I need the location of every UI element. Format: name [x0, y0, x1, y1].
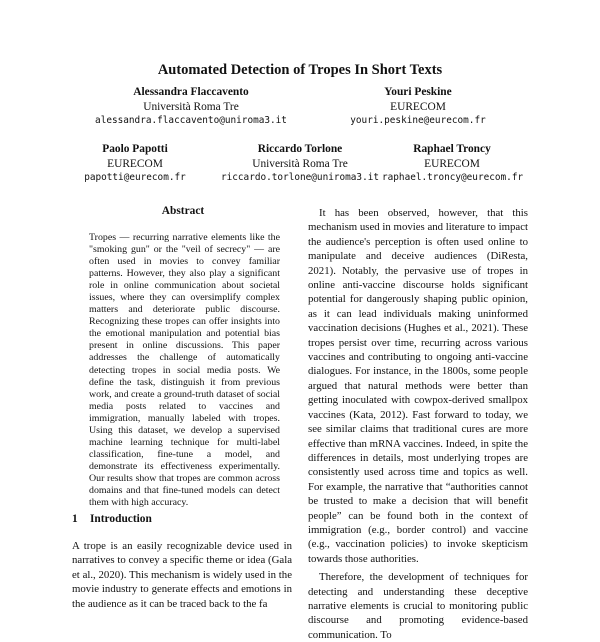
- abstract-heading: Abstract: [161, 205, 205, 217]
- author-name: Alessandra Flaccavento: [133, 86, 249, 98]
- abstract-body: Tropes — recurring narrative elements like the "smoking gun" or the "veil of secrecy" — are often used in movies to convey familiar patterns. However, they also play a significant role in online communication about societal issues, where they can oversimplify complex matters and deteriorate public discourse. Recognizing these tropes can offer insights into the emotional manipulation and potential bias present in online discussions. This paper addresses the challenge of automatically detecting tropes in social media posts. We define the task, distinguish it from previous work, and create a ground-truth dataset of social media posts related to vaccines and immigration, manually labeled with tropes. Using this dataset, we develop a supervised machine learning technique for multi-label classification, fine-tune a model, and demonstrate its effectiveness experimentally. Our results show that tropes are common across domains and that fine-tuned models can detect them with high accuracy.: [89, 232, 280, 509]
- section-title: Introduction: [90, 513, 152, 525]
- author-affiliation: Università Roma Tre: [252, 157, 348, 170]
- author-email: youri.peskine@eurecom.fr: [350, 115, 486, 127]
- author-affiliation: Università Roma Tre: [143, 100, 239, 113]
- author-email: papotti@eurecom.fr: [84, 172, 186, 184]
- intro-paragraph: A trope is an easily recognizable device used in narratives to convey a specific theme or idea (Gala et al., 2020). This mechanism is widely used in the movie industry to generate effects and emotions in the audience as it can be traced back to the fa: [72, 540, 292, 610]
- author-name: Riccardo Torlone: [257, 143, 343, 155]
- paper-title: Automated Detection of Tropes In Short Texts: [157, 62, 443, 78]
- author-block: [215, 142, 385, 186]
- author-affiliation: EURECOM: [107, 157, 163, 170]
- author-block: [86, 85, 296, 129]
- author-email: riccardo.torlone@uniroma3.it: [220, 172, 380, 184]
- author-affiliation: EURECOM: [424, 157, 480, 170]
- right-column: [308, 206, 528, 642]
- body-paragraph: It has been observed, however, that this mechanism used in movies and literature to impact the audience's perception is often used online to manipulate and deceive audiences (DiResta, 2021). Notably, the pervasive use of tropes in online anti-vaccine discourse holds significant potential for dangerously shaping public opinion, as it can lead individuals making uninformed vaccination decisions (Hughes et al., 2021). These tropes persist over time, recurring across various vaccines and contributing to ongoing anti-vaccine dialogues. For instance, in the 1800s, some people argued that natural methods were better than getting inoculated with cowpox-derived smallpox vaccines (Kata, 2012). Fast forward to today, we see similar claims that traditional cures are more effective than mRNA vaccines. Indeed, in spite the differences in details, most underlying tropes are consistently used across time and topics as well. For example, the narrative that “authorities cannot be trusted to make a decision that will benefit people” can be found both in the context of immigration (e.g., border control) and vaccine (e.g., vaccination policies) to invoke skepticism towards those authorities.: [308, 207, 528, 565]
- author-affiliation: EURECOM: [390, 100, 446, 113]
- section-heading: [72, 513, 292, 525]
- author-name: Youri Peskine: [384, 86, 452, 98]
- author-name: Paolo Papotti: [102, 143, 168, 155]
- author-block: [382, 142, 522, 186]
- author-block: [70, 142, 200, 186]
- author-email: raphael.troncy@eurecom.fr: [382, 172, 524, 184]
- body-paragraph: Therefore, the development of techniques for detecting and understanding these deceptive narrative elements is crucial to monitoring public discourse and promoting evidence-based communication. To: [308, 571, 528, 641]
- author-block: [318, 85, 518, 129]
- section-number: 1: [72, 513, 78, 525]
- author-email: alessandra.flaccavento@uniroma3.it: [95, 115, 287, 127]
- author-name: Raphael Troncy: [413, 143, 491, 155]
